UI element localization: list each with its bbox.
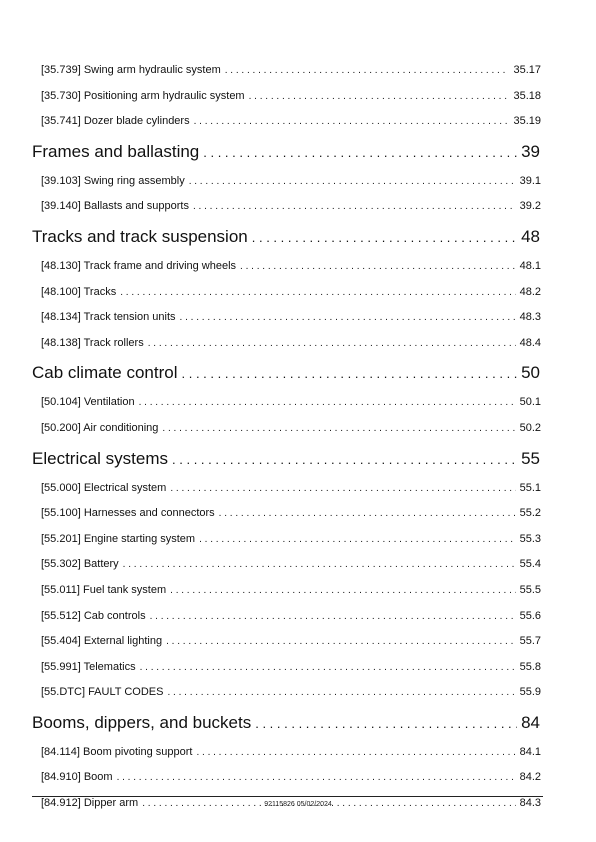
toc-entry[interactable] (32, 337, 543, 363)
toc-entry[interactable] (32, 771, 543, 797)
toc-entry[interactable] (32, 311, 543, 337)
toc-page-number: 48 (521, 226, 540, 246)
toc-entry[interactable] (32, 610, 543, 636)
toc-page-number: 39.2 (519, 200, 541, 213)
toc-section-heading[interactable] (32, 363, 543, 391)
dot-leader (123, 558, 516, 570)
toc-page-number: 50 (521, 363, 540, 383)
toc-section-heading[interactable] (32, 449, 543, 477)
toc-entry-title: [35.739] Swing arm hydraulic system (41, 64, 221, 76)
footer-divider (32, 796, 543, 797)
toc-entry-title: [35.741] Dozer blade cylinders (41, 115, 190, 128)
toc-entry-title: [55.404] External lighting (41, 635, 163, 648)
dot-leader (199, 533, 515, 545)
toc-entry-title: [35.730] Positioning arm hydraulic system (41, 89, 245, 102)
toc-entry-title: [48.100] Tracks (41, 285, 117, 298)
dot-leader (196, 746, 515, 758)
toc-entry[interactable] (32, 558, 543, 584)
toc-entry-title: [55.000] Electrical system (41, 481, 167, 494)
toc-page-number: 55.9 (519, 686, 541, 699)
toc-page-number: 84.3 (519, 797, 541, 810)
toc-entry-title: [55.201] Engine starting system (41, 532, 196, 545)
toc-page-number: 35.19 (513, 115, 541, 128)
toc-page-number: 48.2 (519, 285, 541, 298)
toc-section-heading[interactable] (32, 227, 543, 255)
toc-entry-title: [50.104] Ventilation (41, 396, 135, 409)
toc-page-number: 39.1 (519, 174, 541, 187)
toc-entry[interactable] (32, 482, 543, 508)
toc-entry-title: [55.100] Harnesses and connectors (41, 507, 215, 520)
toc-entry[interactable] (32, 584, 543, 610)
dot-leader (225, 64, 510, 76)
dot-leader (166, 635, 515, 647)
toc-entry-title: [84.912] Dipper arm (41, 797, 139, 810)
dot-leader (219, 507, 516, 519)
toc-page-number: 35.17 (513, 64, 541, 76)
dot-leader (193, 200, 516, 212)
toc-entry[interactable] (32, 507, 543, 533)
toc-entry-title: [48.134] Track tension units (41, 311, 176, 324)
dot-leader (194, 115, 510, 127)
dot-leader (117, 771, 516, 783)
toc-entry[interactable] (32, 635, 543, 661)
toc-entry-title: Electrical systems (32, 448, 169, 468)
toc-section-heading[interactable] (32, 142, 543, 170)
toc-entry-title: [55.302] Battery (41, 558, 119, 571)
toc-entry-title: [39.103] Swing ring assembly (41, 174, 185, 187)
toc-page-number: 55.6 (519, 609, 541, 622)
toc-entry[interactable] (32, 286, 543, 312)
toc-entry-title: [84.114] Boom pivoting support (41, 745, 193, 758)
toc-page-number: 48.4 (519, 336, 541, 349)
toc-entry[interactable] (32, 533, 543, 559)
footer-document-code: 92115826 05/02/2024 (264, 801, 332, 808)
toc-entry[interactable] (32, 746, 543, 772)
dot-leader (203, 142, 517, 162)
dot-leader (172, 449, 517, 469)
toc-page-number: 39 (521, 141, 540, 161)
toc-entry[interactable] (32, 64, 543, 90)
toc-entry-title: [55.512] Cab controls (41, 609, 146, 622)
toc-page-number: 55.5 (519, 583, 541, 596)
table-of-contents (32, 64, 543, 823)
dot-leader (150, 610, 516, 622)
toc-entry-title: [55.DTC] FAULT CODES (41, 686, 164, 699)
toc-page-number: 84 (521, 712, 540, 732)
toc-page-number: 50.1 (519, 396, 541, 409)
toc-page-number: 55.2 (519, 507, 541, 520)
toc-entry[interactable] (32, 396, 543, 422)
dot-leader (148, 337, 516, 349)
dot-leader (255, 713, 517, 733)
dot-leader (162, 422, 515, 434)
toc-page-number: 55.8 (519, 660, 541, 673)
dot-leader (180, 311, 516, 323)
toc-page-number: 35.18 (513, 89, 541, 102)
toc-page-number: 55.7 (519, 635, 541, 648)
dot-leader (120, 286, 515, 298)
toc-entry-title: [48.138] Track rollers (41, 336, 144, 349)
toc-page-number: 55.3 (519, 532, 541, 545)
dot-leader (139, 396, 516, 408)
dot-leader (240, 260, 516, 272)
toc-entry-title: Booms, dippers, and buckets (32, 712, 252, 732)
dot-leader (170, 584, 515, 596)
toc-entry[interactable] (32, 661, 543, 687)
toc-entry-title: [55.011] Fuel tank system (41, 583, 167, 596)
toc-page-number: 55 (521, 448, 540, 468)
dot-leader (167, 686, 515, 698)
toc-entry-title: [84.910] Boom (41, 771, 113, 784)
toc-entry[interactable] (32, 422, 543, 448)
toc-entry-title: [55.991] Telematics (41, 660, 136, 673)
toc-page-number: 84.2 (519, 771, 541, 784)
toc-entry[interactable] (32, 175, 543, 201)
toc-entry[interactable] (32, 115, 543, 141)
dot-leader (249, 90, 510, 102)
toc-entry-title: Cab climate control (32, 363, 178, 383)
dot-leader (170, 482, 515, 494)
toc-entry-title: [50.200] Air conditioning (41, 421, 159, 434)
toc-entry-title: [48.130] Track frame and driving wheels (41, 259, 237, 272)
toc-page-number: 55.1 (519, 481, 541, 494)
dot-leader (252, 227, 517, 247)
toc-page-number: 48.1 (519, 259, 541, 272)
toc-entry[interactable] (32, 260, 543, 286)
dot-leader (140, 661, 516, 673)
toc-entry[interactable] (32, 686, 543, 712)
toc-section-heading[interactable] (32, 713, 543, 741)
toc-entry[interactable] (32, 200, 543, 226)
toc-entry[interactable] (32, 90, 543, 116)
toc-page-number: 55.4 (519, 558, 541, 571)
toc-entry-title: [39.140] Ballasts and supports (41, 200, 189, 213)
toc-entry-title: Frames and ballasting (32, 141, 200, 161)
toc-entry-title: Tracks and track suspension (32, 226, 248, 246)
toc-page-number: 48.3 (519, 311, 541, 324)
dot-leader (189, 175, 516, 187)
toc-page-number: 50.2 (519, 421, 541, 434)
toc-page-number: 84.1 (519, 745, 541, 758)
dot-leader (182, 363, 518, 383)
